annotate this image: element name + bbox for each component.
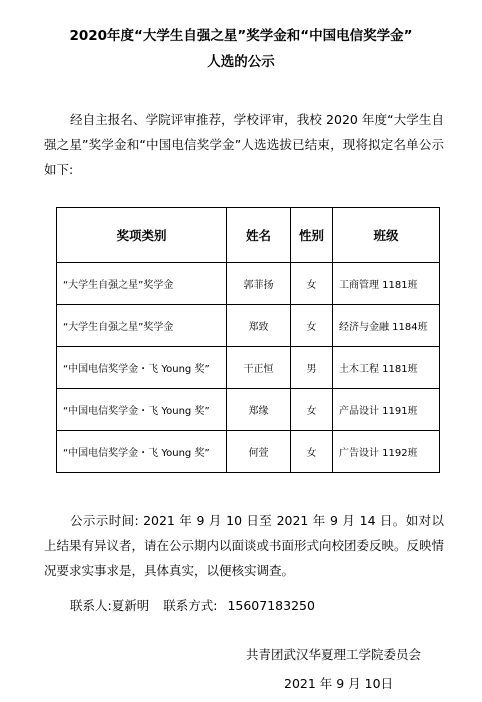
contact-method-label: 联系方式: [163,598,218,613]
class-cell: 工商管理 1181班 [333,263,440,305]
contact-person: 夏新明 [111,598,150,613]
class-cell: 土木工程 1181班 [333,347,440,389]
table-header-row [57,208,440,263]
award-cell: “中国电信奖学金・飞 Young 奖” [57,347,227,389]
header-class: 班级 [333,208,440,263]
document-title-line-1: 2020年度“大学生自强之星”奖学金和“中国电信奖学金” [69,28,413,44]
contact-line [70,597,315,615]
class-cell: 广告设计 1192班 [333,431,440,473]
name-cell: 郭菲扬 [227,263,291,305]
notice-paragraph: 公示示时间: 2021 年 9 月 10 日至 2021 年 9 月 14 日。如对以上结果有异议者，请在公示期内以面谈或书面形式向校团委反映。反映情况要求实事求是，具体真实，以便核实调查。 [44,513,445,578]
gender-cell: 女 [291,305,333,347]
table-row [57,263,440,305]
contact-person-label: 联系人: [70,598,112,613]
gender-cell: 男 [291,347,333,389]
name-cell: 郑致 [227,305,291,347]
award-cell: “中国电信奖学金・飞 Young 奖” [57,389,227,431]
table-row [57,431,440,473]
award-cell: “大学生自强之星”奖学金 [57,263,227,305]
name-cell: 干正恒 [227,347,291,389]
table-row [57,305,440,347]
name-cell: 郑缘 [227,389,291,431]
table-row [57,347,440,389]
gender-cell: 女 [291,389,333,431]
name-cell: 何萱 [227,431,291,473]
header-name: 姓名 [227,208,291,263]
nominee-table [56,207,440,473]
award-cell: “大学生自强之星”奖学金 [57,305,227,347]
table-row [57,389,440,431]
award-cell: “中国电信奖学金・飞 Young 奖” [57,431,227,473]
gender-cell: 女 [291,263,333,305]
intro-paragraph: 经自主报名、学院评审推荐，学校评审，我校 2020 年度“大学生自强之星”奖学金和“中国电信奖学金”人选选拔已结束，现将拟定名单公示如下: [44,112,444,177]
header-award-category: 奖项类别 [57,208,227,263]
document-title-line-2: 人选的公示 [207,54,275,70]
class-cell: 经济与金融 1184班 [333,305,440,347]
gender-cell: 女 [291,431,333,473]
contact-phone: 15607183250 [227,598,315,613]
class-cell: 产品设计 1191班 [333,389,440,431]
issue-date: 2021 年 9 月 10日 [284,676,394,691]
header-gender: 性别 [291,208,333,263]
issuing-organization: 共青团武汉华夏理工学院委员会 [246,647,422,662]
